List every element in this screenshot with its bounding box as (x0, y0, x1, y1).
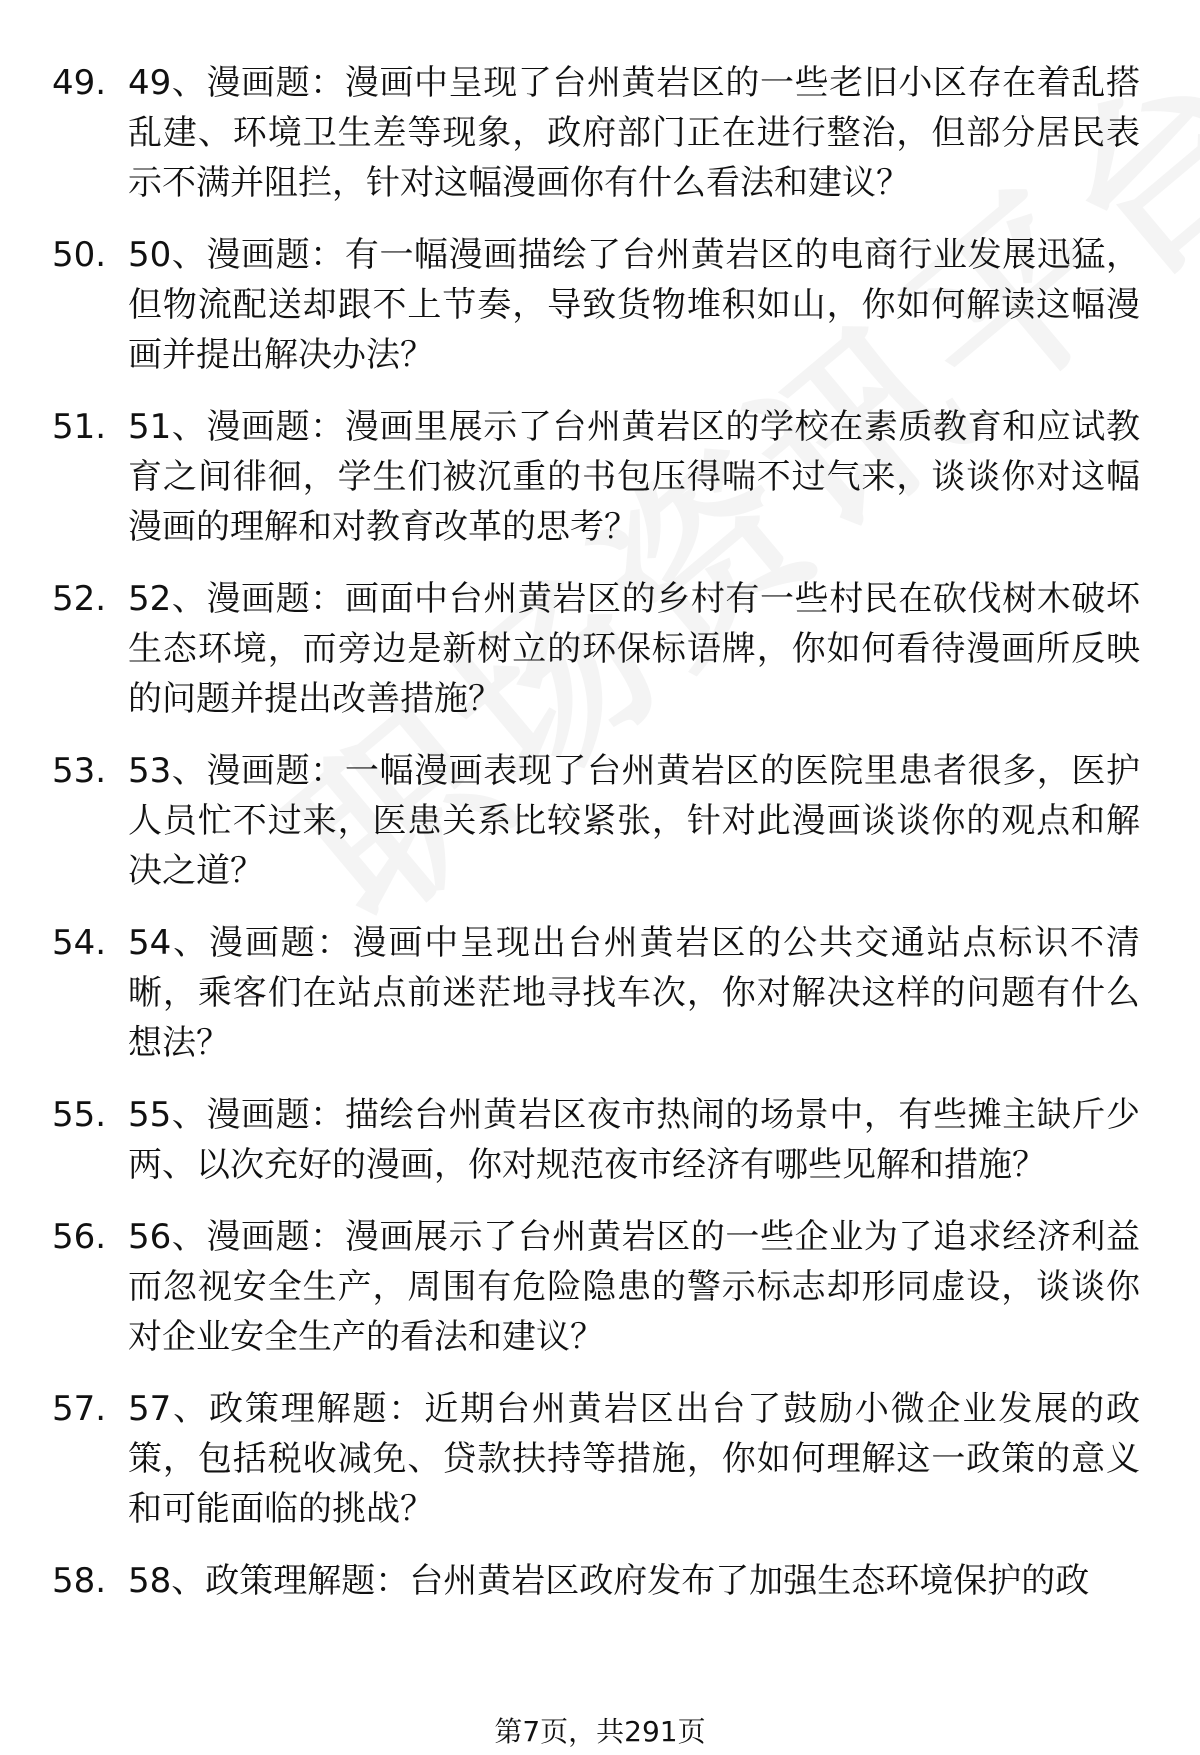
question-text: 50、漫画题：有一幅漫画描绘了台州黄岩区的电商行业发展迅猛，但物流配送却跟不上节奏，导致货物堆积如山，你如何解读这幅漫画并提出解决办法？ (128, 235, 1140, 375)
list-item (0, 58, 1200, 208)
question-number: 56. (52, 1217, 107, 1257)
list-item (0, 574, 1200, 724)
question-text: 53、漫画题：一幅漫画表现了台州黄岩区的医院里患者很多，医护人员忙不过来，医患关系比较紧张，针对此漫画谈谈你的观点和解决之道？ (128, 751, 1140, 891)
list-item (0, 230, 1200, 380)
question-number: 53. (52, 751, 107, 791)
list-item (0, 402, 1200, 552)
list-item (0, 1090, 1200, 1190)
question-text: 55、漫画题：描绘台州黄岩区夜市热闹的场景中，有些摊主缺斤少两、以次充好的漫画，你对规范夜市经济有哪些见解和措施？ (128, 1095, 1140, 1185)
question-number: 58. (52, 1561, 107, 1601)
question-text: 52、漫画题：画面中台州黄岩区的乡村有一些村民在砍伐树木破坏生态环境，而旁边是新树立的环保标语牌，你如何看待漫画所反映的问题并提出改善措施？ (128, 579, 1140, 719)
list-item (0, 1384, 1200, 1534)
question-number: 50. (52, 235, 107, 275)
question-number: 49. (52, 63, 107, 103)
list-item (0, 918, 1200, 1068)
question-text: 57、政策理解题：近期台州黄岩区出台了鼓励小微企业发展的政策，包括税收减免、贷款扶持等措施，你如何理解这一政策的意义和可能面临的挑战？ (128, 1389, 1140, 1529)
question-number: 51. (52, 407, 107, 447)
question-text: 49、漫画题：漫画中呈现了台州黄岩区的一些老旧小区存在着乱搭乱建、环境卫生差等现象，政府部门正在进行整治，但部分居民表示不满并阻拦，针对这幅漫画你有什么看法和建议？ (128, 63, 1140, 203)
question-text: 58、政策理解题：台州黄岩区政府发布了加强生态环境保护的政 (128, 1561, 1090, 1601)
list-item (0, 746, 1200, 896)
page-number-label: 第7页，共291页 (494, 1715, 706, 1748)
question-number: 54. (52, 923, 107, 963)
list-item (0, 1212, 1200, 1362)
list-item (0, 1556, 1200, 1606)
question-text: 51、漫画题：漫画里展示了台州黄岩区的学校在素质教育和应试教育之间徘徊，学生们被沉重的书包压得喘不过气来，谈谈你对这幅漫画的理解和对教育改革的思考？ (128, 407, 1140, 547)
question-number: 52. (52, 579, 107, 619)
question-text: 56、漫画题：漫画展示了台州黄岩区的一些企业为了追求经济利益而忽视安全生产，周围有危险隐患的警示标志却形同虚设，谈谈你对企业安全生产的看法和建议？ (128, 1217, 1140, 1357)
page-footer (0, 1712, 1200, 1752)
question-number: 57. (52, 1389, 107, 1429)
question-text: 54、漫画题：漫画中呈现出台州黄岩区的公共交通站点标识不清晰，乘客们在站点前迷茫地寻找车次，你对解决这样的问题有什么想法？ (128, 923, 1140, 1063)
question-number: 55. (52, 1095, 107, 1135)
question-list (0, 58, 1200, 1628)
